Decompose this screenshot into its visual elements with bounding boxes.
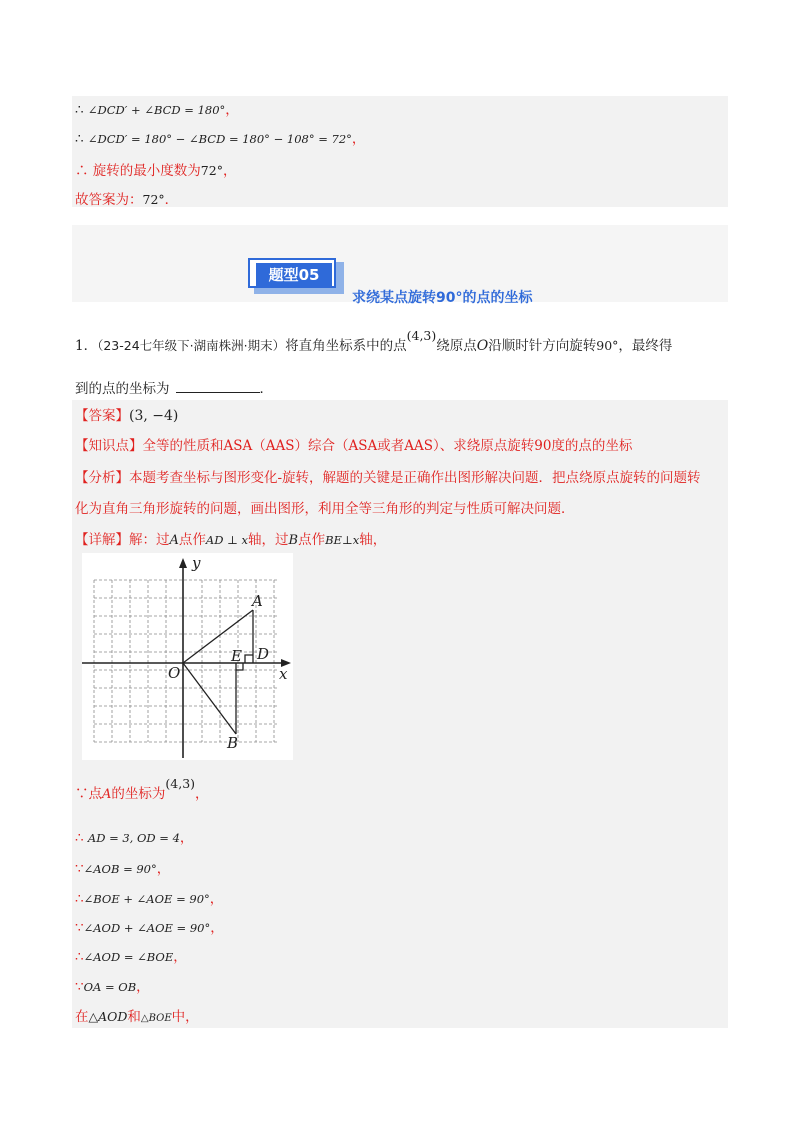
answer-value: (3, −4) xyxy=(129,408,179,424)
top-line-2: ∴ ∠DCD′ = 180° − ∠BCD = 180° − 108° = 72°， xyxy=(75,131,366,147)
section-badge-label: 题型05 xyxy=(256,263,332,287)
segment-OB xyxy=(183,663,236,734)
question-source: （23-24七年级下·湖南株洲·期末） xyxy=(97,338,286,353)
top-line-1: ∴ ∠DCD′ + ∠BCD = 180°， xyxy=(75,102,239,118)
top-line-4: 故答案为：72°． xyxy=(75,192,179,208)
step-8: 在△AOD和△BOE中， xyxy=(75,1009,199,1025)
answer-tag: 【答案】 xyxy=(75,408,129,424)
label-x: x xyxy=(279,665,288,683)
top-line-3: ∴ 旋转的最小度数为72°， xyxy=(75,163,237,179)
label-E: E xyxy=(231,647,242,665)
detail-tag: 【详解】 xyxy=(75,532,129,548)
step-3: ∵∠AOB = 90°， xyxy=(75,861,171,877)
question-number: 1． xyxy=(75,338,98,354)
label-A: A xyxy=(252,592,263,610)
segment-OA xyxy=(183,610,253,663)
question-line-1: 1．（23-24七年级下·湖南株洲·期末）将直角坐标系中的点(4,3)绕原点O沿顺时针方向旋转90°，最终得 xyxy=(75,328,673,354)
knowledge-text: 全等的性质和ASA（AAS）综合（ASA或者AAS）、求绕原点旋转90度的点的坐标 xyxy=(142,438,633,454)
equation: ∠DCD′ + ∠BCD = 180° xyxy=(87,103,226,117)
y-axis-arrow xyxy=(179,558,187,568)
coordinate-diagram xyxy=(82,553,293,760)
step-1: ∵点A的坐标为(4,3)， xyxy=(75,776,209,802)
label-D: D xyxy=(257,645,270,663)
step-4: ∴∠BOE + ∠AOE = 90°， xyxy=(75,891,224,907)
answer-value: 72° xyxy=(142,192,165,207)
analysis-line-1: 【分析】本题考查坐标与图形变化-旋转，解题的关键是正确作出图形解决问题．把点绕原点旋转的问题转 xyxy=(75,470,701,486)
right-angle-D xyxy=(245,655,253,663)
equation: ∠DCD′ = 180° − ∠BCD = 180° − 108° = 72° xyxy=(87,132,352,146)
question-line-2: 到的点的坐标为 ． xyxy=(75,381,273,397)
therefore-symbol: ∴ xyxy=(75,131,84,147)
step-6: ∴∠AOD = ∠BOE， xyxy=(75,949,187,965)
section-title: 求绕某点旋转90°的点的坐标 xyxy=(352,290,533,306)
knowledge-tag: 【知识点】 xyxy=(75,438,143,454)
answer-line xyxy=(75,404,178,424)
detail-line: 【详解】解：过A点作AD ⊥ x轴，过B点作BE⊥x轴， xyxy=(75,532,387,548)
answer-blank xyxy=(176,380,260,393)
min-angle-value: 72° xyxy=(200,163,223,178)
step-7: ∵OA = OB， xyxy=(75,979,150,995)
knowledge-line xyxy=(75,434,632,454)
label-O: O xyxy=(168,664,181,682)
section-badge xyxy=(248,258,340,292)
point-coordinates: (4,3) xyxy=(406,328,437,343)
therefore-symbol: ∴ xyxy=(75,102,84,118)
label-y: y xyxy=(192,554,201,572)
step-2: ∴ AD = 3, OD = 4， xyxy=(75,830,194,846)
analysis-tag: 【分析】 xyxy=(75,470,129,486)
label-B: B xyxy=(227,734,239,752)
coordinate-figure xyxy=(82,553,293,760)
analysis-line-2: 化为直角三角形旋转的问题，画出图形，利用全等三角形的判定与性质可解决问题． xyxy=(75,501,575,517)
step-5: ∵∠AOD + ∠AOE = 90°， xyxy=(75,920,224,936)
